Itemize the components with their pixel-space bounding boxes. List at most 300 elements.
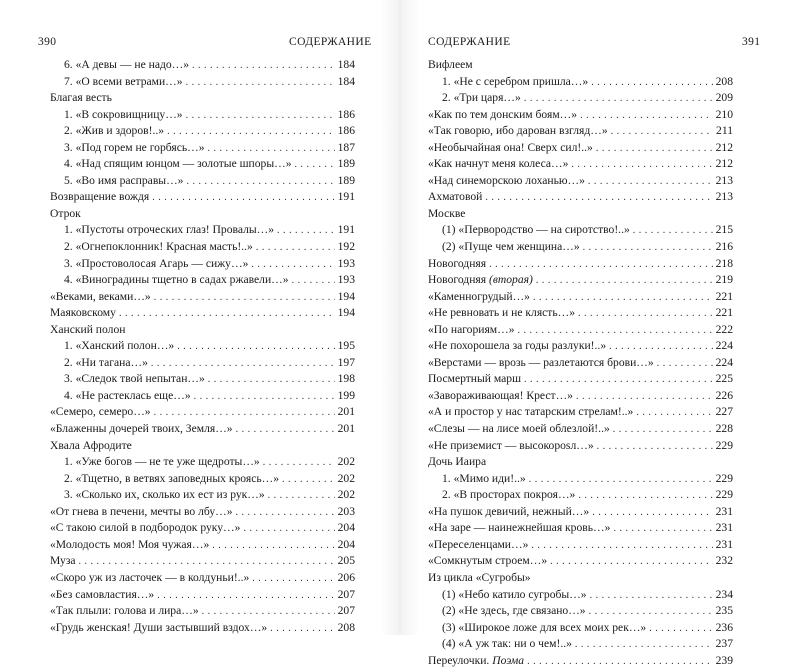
toc-entry-title-text: «Так плыли: голова и лира…»: [50, 604, 199, 618]
toc-entry-title: [50, 520, 240, 537]
toc-entry: [50, 620, 355, 637]
toc-entry: [50, 74, 355, 91]
toc-dot-leader: [79, 554, 335, 571]
toc-section-heading: Ханский полон: [50, 322, 126, 336]
toc-dot-leader: [485, 190, 712, 207]
toc-dot-leader: [151, 356, 335, 373]
toc-entry-page: 192: [337, 240, 355, 254]
toc-entry: [50, 222, 355, 239]
toc-entry: [50, 189, 355, 206]
toc-entry-title-text: (4) «А уж так: ни о чем!..»: [442, 637, 572, 651]
toc-entry: [50, 256, 355, 273]
toc-entry-title-text: 3. «Сколько их, сколько их ест из рук…»: [64, 488, 265, 502]
toc-dot-leader: [256, 240, 335, 257]
toc-entry: [428, 471, 733, 488]
toc-entry-page: 189: [337, 173, 355, 187]
toc-entry: [50, 404, 355, 421]
toc-entry-title-text: «Над синеморскою лоханью…»: [428, 173, 585, 187]
toc-dot-leader: [268, 488, 335, 505]
toc-entry-page: 213: [715, 173, 733, 187]
toc-entry-page: 228: [715, 422, 733, 436]
toc-dot-leader: [533, 290, 713, 307]
toc-entry: [50, 421, 355, 438]
toc-entry: [428, 107, 733, 124]
toc-entry: [428, 322, 733, 339]
toc-entry: [428, 653, 733, 670]
toc-entry: [428, 537, 733, 554]
toc-entry-page: 208: [337, 620, 355, 634]
toc-entry-title-text: «На пушок девичий, нежный…»: [428, 504, 590, 518]
toc-entry-title: [64, 256, 248, 273]
toc-entry-title: [64, 123, 164, 140]
toc-entry: [428, 504, 733, 521]
toc-entry-title: [428, 520, 610, 537]
toc-entry: [50, 553, 355, 570]
toc-dot-leader: [576, 389, 713, 406]
toc-entry: [50, 305, 355, 322]
toc-dot-leader: [591, 75, 712, 92]
toc-entry-page: 186: [337, 107, 355, 121]
toc-dot-leader: [277, 223, 335, 240]
toc-entry-page: 202: [337, 455, 355, 469]
toc-entry-title: [64, 239, 253, 256]
toc-entry-page: 201: [337, 422, 355, 436]
toc-entry-page: 221: [715, 289, 733, 303]
toc-entry-title-text: Маяковскому: [50, 306, 116, 320]
toc-dot-leader: [583, 240, 713, 257]
toc-entry-title-text: «Сомкнутым строем…»: [428, 554, 548, 568]
toc-entry-title: [428, 553, 547, 570]
toc-entry: [428, 222, 733, 239]
toc-entry-page: 204: [337, 537, 355, 551]
toc-entry: [428, 239, 733, 256]
toc-entry-title: [428, 256, 486, 273]
toc-entry: [428, 123, 733, 140]
toc-entry: [50, 471, 355, 488]
toc-entry-title-text: «Как начнут меня колеса…»: [428, 157, 569, 171]
toc-entry-page: 194: [337, 289, 355, 303]
toc-entry: [50, 587, 355, 604]
toc-dot-leader: [531, 538, 712, 555]
toc-entry-title: [64, 454, 260, 471]
toc-entry-title-text: (2) «Не здесь, где связано…»: [442, 604, 586, 618]
toc-entry-page: 197: [337, 355, 355, 369]
toc-entry-title-text: 1. «Не с серебром пришла…»: [442, 74, 589, 88]
toc-dot-leader: [589, 604, 713, 621]
toc-entry-title-text: 3. «Следок твой непытан…»: [64, 372, 205, 386]
toc-entry-title: [64, 388, 191, 405]
toc-entry-title: [64, 140, 205, 157]
toc-dot-leader: [550, 554, 712, 571]
toc-entry-title: [50, 587, 154, 604]
toc-dot-leader: [596, 141, 713, 158]
toc-entry-title: [50, 504, 233, 521]
toc-entry-page: 211: [716, 124, 733, 138]
toc-dot-leader: [208, 141, 335, 158]
toc-entry: [50, 520, 355, 537]
toc-entry-page: 186: [337, 124, 355, 138]
toc-dot-leader: [609, 339, 712, 356]
toc-entry-page: 229: [715, 471, 733, 485]
toc-entry: [428, 140, 733, 157]
toc-entry-page: 189: [337, 157, 355, 171]
toc-entry: [50, 338, 355, 355]
toc-entry-page: 224: [715, 355, 733, 369]
toc-entry-page: 235: [715, 604, 733, 618]
toc-entry: [428, 421, 733, 438]
toc-entry-title: [50, 421, 233, 438]
toc-entry-title: [428, 173, 585, 190]
toc-entry-title: [428, 140, 593, 157]
toc-entry-page: 191: [337, 223, 355, 237]
toc-entry-page: 239: [715, 653, 733, 667]
toc-dot-leader: [186, 174, 334, 191]
toc-entry: [50, 454, 355, 471]
toc-entry-page: 204: [337, 521, 355, 535]
toc-entry-page: 195: [337, 339, 355, 353]
toc-dot-leader: [613, 422, 713, 439]
toc-entry-title-text: «Не приземист — высокорosл…»: [428, 438, 594, 452]
toc-entry-page: 229: [715, 488, 733, 502]
toc-dot-leader: [282, 472, 335, 489]
toc-entry-title: [428, 338, 606, 355]
toc-entry-title-text: 5. «Во имя расправы…»: [64, 173, 184, 187]
toc-entry: [428, 272, 733, 289]
toc-dot-leader: [578, 488, 712, 505]
toc-entry-title-text: «Слезы — на лисе моей облезлой!..»: [428, 422, 610, 436]
toc-entry-title-text: Посмертный марш: [428, 372, 522, 386]
toc-entry-title: [428, 156, 568, 173]
toc-entry-page: 202: [337, 471, 355, 485]
toc-entry: [428, 404, 733, 421]
toc-entry-title-text: «Не похорошела за годы разлуки!..»: [428, 339, 607, 353]
toc-entry-page: 231: [715, 537, 733, 551]
toc-entry-title-text: 3. «Под горем не горбясь…»: [64, 140, 205, 154]
toc-entry-title-text: «Так говорю, ибо дарован взгляд…»: [428, 124, 608, 138]
toc-entry-title: [442, 90, 521, 107]
toc-entry: [50, 537, 355, 554]
toc-entry: [50, 57, 355, 74]
toc-entry-title: [64, 338, 174, 355]
toc-entry-title-text: 1. «Пустоты отроческих глаз! Провалы…»: [64, 223, 275, 237]
toc-entry-title: [442, 587, 587, 604]
toc-dot-leader: [295, 157, 335, 174]
toc-entry: [428, 388, 733, 405]
toc-entry: [428, 156, 733, 173]
toc-entry-title-text: 4. «Над спящим юнцом — золотые шпоры…»: [64, 157, 292, 171]
toc-entry-title: [50, 603, 199, 620]
toc-entry-page: 215: [715, 223, 733, 237]
toc-entry-title-text: 1. «Ханский полон…»: [64, 339, 175, 353]
toc-entry: [428, 371, 733, 388]
toc-entry: [428, 90, 733, 107]
toc-entry-title: [50, 289, 151, 306]
toc-entry-title-text: (1) «Первородство — на сиротство!..»: [442, 223, 630, 237]
toc-dot-leader: [119, 306, 335, 323]
toc-entry-title: [64, 74, 183, 91]
toc-entry-page: 237: [715, 637, 733, 651]
toc-entry-page: 191: [337, 190, 355, 204]
toc-entry-title: [64, 272, 289, 289]
toc-entry-title: [50, 537, 209, 554]
toc-dot-leader: [636, 405, 712, 422]
toc-dot-leader: [578, 306, 713, 323]
toc-entry-page: 207: [337, 587, 355, 601]
toc-entry: [428, 189, 733, 206]
toc-entry-title-text: «Как по тем донским боям…»: [428, 107, 578, 121]
toc-dot-leader: [177, 339, 334, 356]
toc-entry: [428, 173, 733, 190]
toc-entry: [50, 156, 355, 173]
toc-dot-leader: [194, 389, 335, 406]
toc-entry-page: 229: [715, 438, 733, 452]
toc-section-heading: Благая весть: [50, 91, 112, 105]
toc-entry-title-text: «По нагориям…»: [428, 322, 515, 336]
toc-entry-title: [64, 471, 279, 488]
toc-entry-page: 206: [337, 570, 355, 584]
toc-dot-leader: [186, 108, 335, 125]
toc-entry-title-text: 2. «Жив и здоров!..»: [64, 124, 165, 138]
toc-entry-title-text: Муза: [50, 554, 76, 568]
toc-entry: [50, 173, 355, 190]
toc-entry-title: [442, 487, 575, 504]
toc-entry: [428, 520, 733, 537]
left-toc-list: [50, 57, 355, 636]
toc-entry: [428, 355, 733, 372]
toc-entry-title-text: «Семеро, семеро…»: [50, 405, 151, 419]
toc-dot-leader: [252, 571, 334, 588]
toc-entry-title-text: Новогодняя: [428, 273, 487, 287]
toc-dot-leader: [524, 372, 713, 389]
toc-entry-title: [428, 107, 577, 124]
toc-entry-title-text: «Скоро уж из ласточек — в колдуньи!..»: [50, 570, 250, 584]
toc-entry: [50, 487, 355, 504]
toc-entry-page: 208: [715, 74, 733, 88]
toc-entry: [428, 587, 733, 604]
toc-entry-title-text: «С такою силой в подбородок руку…»: [50, 521, 241, 535]
toc-entry-title: [428, 272, 533, 289]
toc-entry-title-text: 2. «Три царя…»: [442, 91, 521, 105]
toc-entry: [50, 388, 355, 405]
toc-entry: [428, 487, 733, 504]
toc-entry-page: 236: [715, 620, 733, 634]
toc-entry-title-text: «Грудь женская! Души застывший вздох…»: [50, 620, 268, 634]
toc-entry-title: [64, 156, 292, 173]
toc-entry-title: [442, 636, 572, 653]
toc-entry-page: 224: [715, 339, 733, 353]
toc-entry: [428, 305, 733, 322]
toc-dot-leader: [633, 223, 713, 240]
toc-dot-leader: [167, 124, 335, 141]
toc-entry-title-text: «Без самовластия…»: [50, 587, 155, 601]
toc-dot-leader: [592, 505, 712, 522]
toc-dot-leader: [154, 405, 335, 422]
toc-entry: [428, 256, 733, 273]
toc-entry-title: [428, 537, 528, 554]
toc-entry-title: [428, 305, 575, 322]
toc-dot-leader: [527, 654, 713, 670]
toc-entry-page: 193: [337, 273, 355, 287]
toc-entry-page: 227: [715, 405, 733, 419]
toc-entry-title-text: «Веками, веками…»: [50, 289, 151, 303]
toc-entry-title-text: 2. «В просторах покроя…»: [442, 488, 576, 502]
toc-entry-title-suffix: Поэма: [492, 653, 525, 667]
toc-dot-leader: [571, 157, 712, 174]
toc-dot-leader: [518, 323, 713, 340]
toc-entry-title: [64, 487, 265, 504]
toc-entry-title: [428, 123, 608, 140]
toc-entry-title: [428, 438, 594, 455]
toc-entry-title-text: 6. «А девы — не надо…»: [64, 58, 190, 71]
toc-section-heading: Отрок: [50, 206, 81, 220]
toc-entry-title: [428, 289, 530, 306]
left-page: [0, 0, 400, 635]
toc-entry: [428, 620, 733, 637]
toc-entry: [50, 123, 355, 140]
toc-section-heading: Москве: [428, 206, 466, 220]
toc-entry-title: [50, 189, 149, 206]
toc-dot-leader: [292, 273, 335, 290]
toc-dot-leader: [524, 91, 713, 108]
toc-entry-page: 193: [337, 256, 355, 270]
toc-dot-leader: [657, 356, 713, 373]
toc-entry: [50, 289, 355, 306]
toc-section-heading: Вифлеем: [428, 58, 473, 71]
toc-entry-title: [428, 322, 515, 339]
toc-entry-title: [64, 371, 205, 388]
right-page: [400, 0, 800, 667]
toc-section-heading: Хвала Афродите: [50, 438, 132, 452]
toc-dot-leader: [536, 273, 713, 290]
toc-entry: [428, 289, 733, 306]
toc-entry: [428, 338, 733, 355]
toc-entry-page: 201: [337, 405, 355, 419]
toc-entry: [50, 504, 355, 521]
toc-entry-title: [50, 305, 116, 322]
toc-entry-page: 202: [337, 488, 355, 502]
toc-entry-title: [50, 620, 267, 637]
toc-entry-title: [428, 355, 654, 372]
toc-entry-page: 226: [715, 388, 733, 402]
toc-entry-title: [428, 388, 573, 405]
toc-entry: [50, 239, 355, 256]
toc-dot-leader: [236, 505, 335, 522]
toc-dot-leader: [263, 455, 335, 472]
toc-entry-title-text: Ахматовой: [428, 190, 483, 204]
toc-entry-page: 207: [337, 604, 355, 618]
toc-entry-page: 216: [715, 240, 733, 254]
toc-entry: [50, 570, 355, 587]
toc-entry-title: [442, 603, 586, 620]
toc-dot-leader: [202, 604, 335, 621]
toc-entry-page: 198: [337, 372, 355, 386]
toc-entry-page: 199: [337, 388, 355, 402]
right-running-head: СОДЕРЖАНИЕ: [428, 36, 511, 48]
toc-entry-page: 213: [715, 190, 733, 204]
toc-entry-title: [428, 504, 589, 521]
toc-entry-page: 231: [715, 504, 733, 518]
toc-entry-title-text: Возвращение вождя: [50, 190, 150, 204]
toc-entry-title: [442, 620, 646, 637]
toc-entry-title: [50, 404, 151, 421]
right-toc-list: [428, 57, 733, 669]
toc-dot-leader: [529, 472, 713, 489]
toc-entry-page: 209: [715, 91, 733, 105]
toc-entry-page: 184: [337, 74, 355, 88]
toc-entry-title-text: (1) «Небо катило сугробы…»: [442, 587, 587, 601]
toc-entry-title: [50, 570, 249, 587]
toc-dot-leader: [575, 637, 713, 654]
toc-entry-title: [442, 239, 580, 256]
toc-entry-page: 212: [715, 140, 733, 154]
toc-dot-leader: [208, 372, 335, 389]
toc-entry-title: [64, 222, 274, 239]
toc-entry-page: 210: [715, 107, 733, 121]
toc-entry-page: 231: [715, 521, 733, 535]
toc-entry-title-text: 1. «Мимо иди!..»: [442, 471, 526, 485]
toc-entry-title-text: Новогодняя: [428, 256, 487, 270]
toc-entry-title: [442, 471, 526, 488]
toc-entry-page: 212: [715, 157, 733, 171]
toc-entry-title: [64, 57, 189, 74]
toc-dot-leader: [243, 521, 334, 538]
toc-entry-page: 187: [337, 140, 355, 154]
toc-entry-page: 222: [715, 322, 733, 336]
toc-entry-page: 221: [715, 306, 733, 320]
toc-entry-title-text: «Каменногрудый…»: [428, 289, 530, 303]
toc-entry-title: [50, 553, 76, 570]
toc-entry-title-text: «А и простор у нас татарским стрелам!..»: [428, 405, 634, 419]
toc-entry-page: 225: [715, 372, 733, 386]
toc-entry: [428, 636, 733, 653]
toc-entry-title: [442, 74, 588, 91]
toc-entry-title: [428, 404, 633, 421]
toc-entry-title-text: (2) «Пуще чем женщина…»: [442, 240, 580, 254]
right-page-number: 391: [742, 36, 761, 48]
toc-dot-leader: [236, 422, 335, 439]
toc-entry-page: 205: [337, 554, 355, 568]
toc-entry: [428, 603, 733, 620]
toc-entry-title-text: «Молодость моя! Моя чужая…»: [50, 537, 210, 551]
left-page-number: 390: [38, 36, 57, 48]
toc-entry-title-text: 2. «Огнепоклонник! Красная масть!..»: [64, 240, 253, 254]
toc-entry-page: 218: [715, 256, 733, 270]
toc-entry-page: 203: [337, 504, 355, 518]
toc-entry-title-text: 4. «Не растеклась еще…»: [64, 388, 191, 402]
toc-entry: [50, 371, 355, 388]
toc-entry: [50, 272, 355, 289]
toc-entry-title-text: «Необычайная она! Сверх сил!..»: [428, 140, 593, 154]
toc-dot-leader: [192, 58, 335, 75]
toc-entry-page: 184: [337, 58, 355, 71]
toc-dot-leader: [154, 290, 335, 307]
toc-entry-title: [64, 173, 183, 190]
toc-entry-title-text: «Блаженны дочерей твоих, Земля…»: [50, 422, 233, 436]
toc-entry-title-text: 7. «О всеми ветрами…»: [64, 74, 183, 88]
toc-entry: [428, 438, 733, 455]
toc-entry: [50, 107, 355, 124]
toc-entry: [428, 553, 733, 570]
toc-entry-title-text: «Переселенцами…»: [428, 537, 529, 551]
toc-entry-title: [428, 189, 482, 206]
toc-section-heading: Дочь Иаира: [428, 455, 487, 469]
toc-entry-title-text: 3. «Простоволосая Агарь — сижу…»: [64, 256, 249, 270]
toc-dot-leader: [186, 75, 335, 92]
toc-entry-title: [64, 107, 183, 124]
toc-entry-title-text: 2. «Тщетно, в ветвях заповедных кроясь…»: [64, 471, 280, 485]
toc-entry-title-text: 4. «Виноградины тщетно в садах ржавели…»: [64, 273, 289, 287]
toc-dot-leader: [251, 257, 334, 274]
